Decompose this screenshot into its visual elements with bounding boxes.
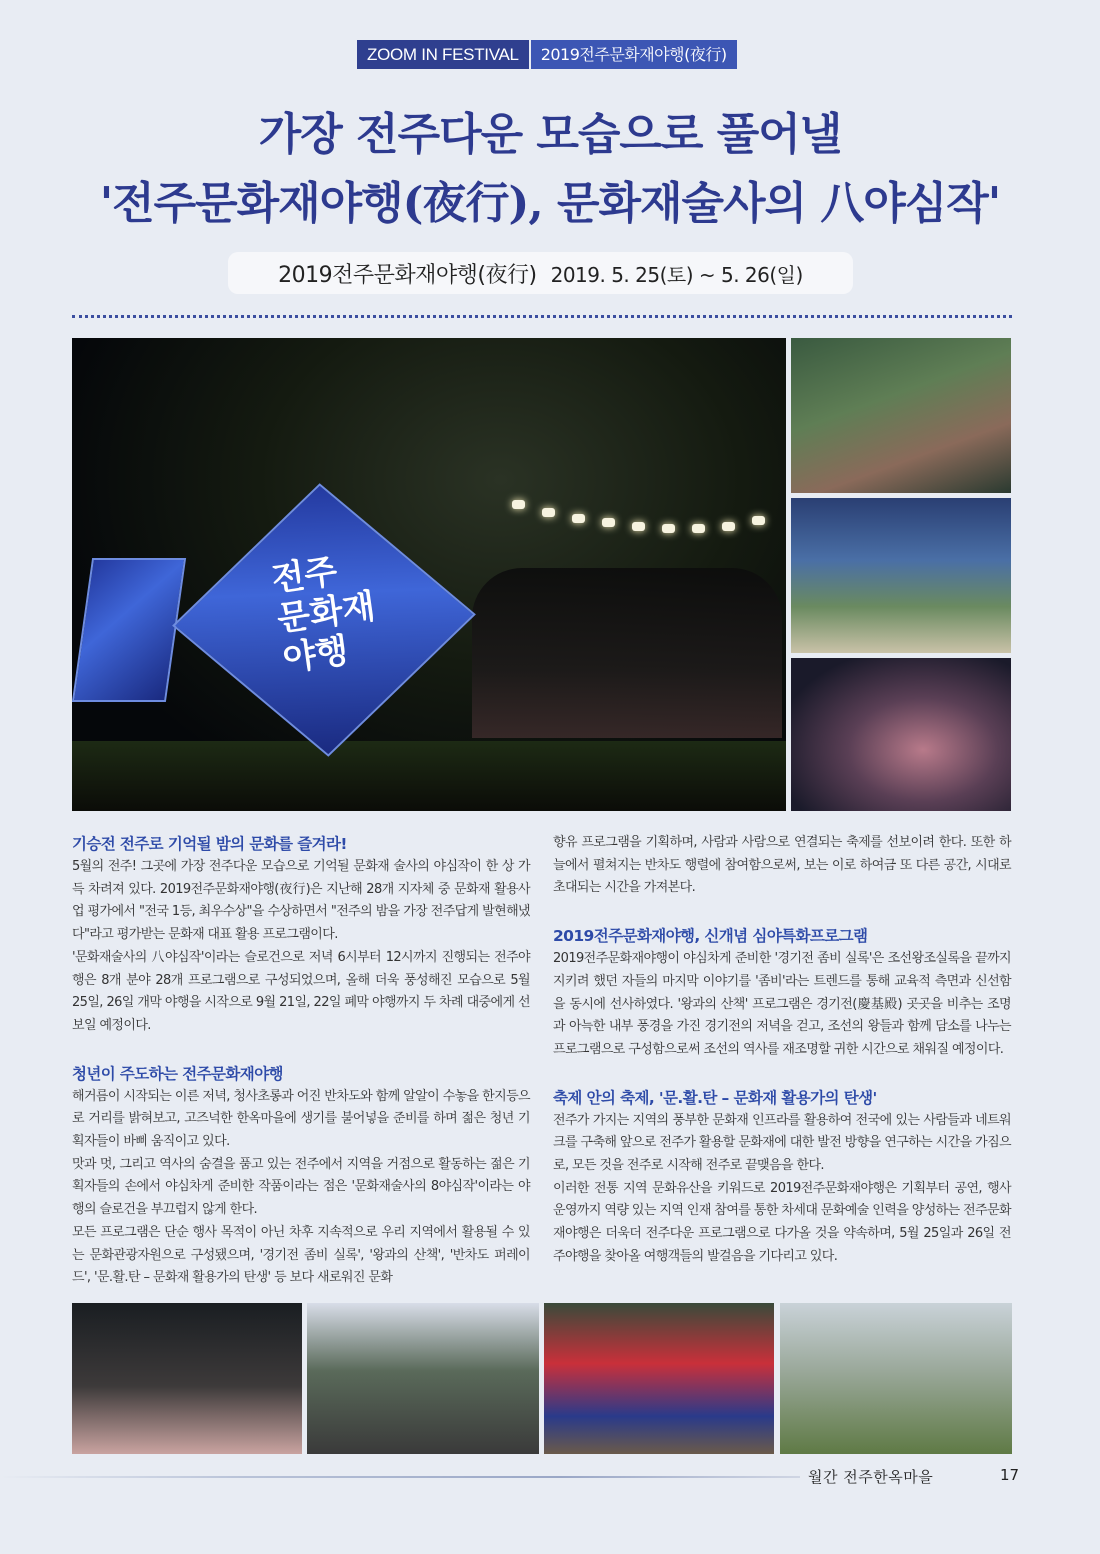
light-cube-small xyxy=(72,558,186,702)
footer-rule xyxy=(0,1476,800,1478)
paragraph: 맛과 멋, 그리고 역사의 숨결을 품고 있는 전주에서 지역을 거점으로 활동하는 젊은 기획자들의 손에서 야심차게 준비한 작품이라는 점은 '문화재술사의 8야심작'이라는 야행의 슬로건을 부끄럽지 않게 한다. xyxy=(72,1156,530,1218)
paragraph: 향유 프로그램을 기획하며, 사람과 사람으로 연결되는 축제를 선보이려 한다. 또한 하늘에서 펼쳐지는 반차도 행렬에 참여함으로써, 보는 이로 하여금 또 다른 공간, 시대로 초대되는 시간을 가져본다. xyxy=(553,835,1011,896)
main-photo xyxy=(72,338,786,811)
festival-name: 2019전주문화재야행(夜行) xyxy=(278,262,537,288)
paragraph: 모든 프로그램은 단순 행사 목적이 아닌 차후 지속적으로 우리 지역에서 활용될 수 있는 문화관광자원으로 구성됐으며, '경기전 좀비 실록', '왕과의 산책', '반차도 퍼레이드', '문.활.탄 – 문화재 활용가의 탄생' 등 보다 새로워진 문화 xyxy=(72,1224,530,1286)
magazine-title: 월간 전주한옥마을 xyxy=(808,1468,934,1486)
paragraph: 이러한 전통 지역 문화유산을 키워드로 2019전주문화재야행은 기획부터 공연, 행사 운영까지 역량 있는 지역 인재 참여를 통한 차세대 문화예술 인력을 양성하는 전주문화재야행은 더욱더 전주다운 프로그램으로 다가올 것을 약속하며, 5월 25일과 26일 전주야행을 찾아올 여행객들의 발걸음을 기다리고 있다. xyxy=(553,1180,1011,1264)
section-heading: 청년이 주도하는 전주문화재야행 xyxy=(72,1064,283,1083)
paragraph: 5월의 전주! 그곳에 가장 전주다운 모습으로 기억될 문화재 술사의 야심작이 한 상 가득 차려져 있다. 2019전주문화재야행(夜行)은 지난해 28개 지자체 중 문화재 활용사업 평가에서 "전국 1등, 최우수상"을 수상하면서 "전주의 밤을 가장 전주답게 발현해냈다"라고 평가받는 문화재 대표 활용 프로그램이다. xyxy=(72,859,530,943)
paragraph: 2019전주문화재야행이 야심차게 준비한 '경기전 좀비 실록'은 조선왕조실록을 끝까지 지키려 했던 자들의 마지막 이야기를 '좀비'라는 트렌드를 통해 교육적 측면과 신선함을 동시에 선사하였다. '왕과의 산책' 프로그램은 경기전(慶基殿) 곳곳을 비추는 조명과 아늑한 내부 풍경을 가진 경기전의 저녁을 걷고, 조선의 왕들과 함께 담소를 나누는 프로그램으로 구성함으로써 조선의 역사를 재조명할 귀한 시간으로 채워질 예정이다. xyxy=(553,951,1011,1057)
section-gap xyxy=(553,1062,1011,1086)
section-heading: 2019전주문화재야행, 신개념 심야특화프로그램 xyxy=(553,927,868,946)
dotted-divider xyxy=(72,315,1012,318)
bottom-photo-3 xyxy=(544,1303,774,1454)
lantern xyxy=(722,522,735,531)
cube-calligraphy: 전주 문화재 야행 xyxy=(269,551,378,680)
side-photo-1 xyxy=(791,338,1011,493)
festival-date: 2019. 5. 25(토) ~ 5. 26(일) xyxy=(550,262,803,287)
section-heading: 기승전 전주로 기억될 밤의 문화를 즐겨라! xyxy=(72,835,347,853)
ground xyxy=(72,741,786,811)
lantern xyxy=(632,522,645,531)
lantern xyxy=(692,524,705,533)
paragraph: '문화재술사의 八야심작'이라는 슬로건으로 저녁 6시부터 12시까지 진행되는 전주야행은 8개 분야 28개 프로그램으로 구성되었으며, 올해 더욱 풍성해진 모습으로 5월 25일, 26일 개막 야행을 시작으로 9월 21일, 22일 폐막 야행까지 두 차례 대중에게 선보일 예정이다. xyxy=(72,949,530,1033)
headline-line-1: 가장 전주다운 모습으로 풀어낼 xyxy=(258,109,842,160)
section-tag xyxy=(357,40,737,69)
crowd-silhouette xyxy=(472,568,782,738)
side-photo-2 xyxy=(791,498,1011,653)
section-heading: 축제 안의 축제, '문.활.탄 – 문화재 활용가의 탄생' xyxy=(553,1088,877,1107)
lantern xyxy=(602,518,615,527)
lantern xyxy=(752,516,765,525)
paragraph: 전주가 가지는 지역의 풍부한 문화재 인프라를 활용하여 전국에 있는 사람들과 네트워크를 구축해 앞으로 전주가 활용할 문화재에 대한 발전 방향을 연구하는 시간을 가짐으로, 모든 것을 전주로 시작해 전주로 끝맺음을 한다. xyxy=(553,1112,1011,1174)
lantern xyxy=(662,524,675,533)
article-column-2 xyxy=(553,832,1011,1269)
lantern xyxy=(572,514,585,523)
lantern xyxy=(542,508,555,517)
page-number: 17 xyxy=(1000,1466,1020,1484)
article-column-1 xyxy=(72,832,530,1290)
festival-tag-label: 2019전주문화재야행(夜行) xyxy=(531,40,737,69)
bottom-photo-4 xyxy=(780,1303,1012,1454)
section-tag-label: ZOOM IN FESTIVAL xyxy=(357,40,529,69)
headline-line-2: '전주문화재야행(夜行), 문화재술사의 八야심작' xyxy=(99,178,1001,229)
section-gap xyxy=(553,900,1011,924)
bottom-photo-1 xyxy=(72,1303,302,1454)
paragraph: 해거름이 시작되는 이른 저녁, 청사초롱과 어진 반차도와 함께 알알이 수놓을 한지등으로 거리를 밝혀보고, 고즈넉한 한옥마을에 생기를 불어넣을 준비를 하며 젊은 청년 기획자들이 바삐 움직이고 있다. xyxy=(72,1088,530,1150)
side-photo-3 xyxy=(791,658,1011,811)
subtitle-bar xyxy=(228,252,853,294)
lantern xyxy=(512,500,525,509)
section-gap xyxy=(72,1038,530,1062)
bottom-photo-2 xyxy=(307,1303,539,1454)
